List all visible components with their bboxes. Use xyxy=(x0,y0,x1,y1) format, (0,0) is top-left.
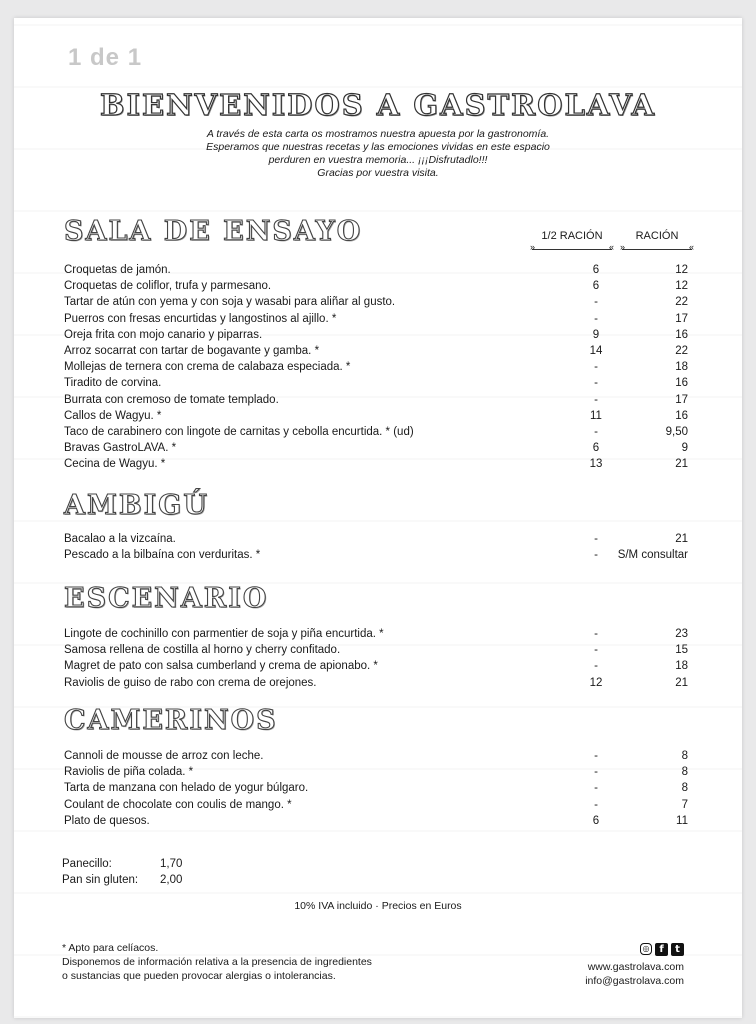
portion-price: 16 xyxy=(675,328,688,341)
dish-name: Coulant de chocolate con coulis de mango. * xyxy=(64,798,292,811)
page-title: BIENVENIDOS A GASTROLAVA xyxy=(99,88,657,122)
dish-name: Puerros con fresas encurtidas y langostinos al ajillo. * xyxy=(64,312,337,325)
intro-text xyxy=(0,128,756,180)
menu-item-row xyxy=(0,440,756,456)
footnote-line: * Apto para celíacos. xyxy=(62,942,159,954)
menu-item-row xyxy=(0,813,756,829)
half-portion-price: 13 xyxy=(589,458,603,471)
extra-item: Panecillo: 1,70 xyxy=(62,858,183,870)
portion-price: 23 xyxy=(675,628,688,640)
half-portion-price: - xyxy=(594,296,598,309)
menu-item-row xyxy=(0,262,756,278)
portion-price: 8 xyxy=(681,750,688,762)
footnote-line: o sustancias que pueden provocar alergias o intolerancias. xyxy=(62,970,336,982)
dish-name: Pescado a la bilbaína con verduritas. * xyxy=(64,549,261,562)
website-link[interactable]: www.gastrolava.com xyxy=(587,961,684,973)
portion-price: 9,50 xyxy=(665,425,688,438)
section-title-sala-de-ensayo: SALA DE ENSAYO xyxy=(64,216,363,247)
dish-name: Mollejas de ternera con crema de calabaza especiada. * xyxy=(64,361,351,374)
menu-item-row xyxy=(0,408,756,424)
dish-name: Raviolis de guiso de rabo con crema de orejones. xyxy=(64,676,317,689)
dish-name: Tiradito de corvina. xyxy=(64,377,162,390)
portion-price: 17 xyxy=(675,393,688,406)
menu-item-row xyxy=(0,626,756,642)
portion-price: 21 xyxy=(675,533,688,545)
dish-name: Croquetas de coliflor, trufa y parmesano. xyxy=(64,280,272,293)
half-portion-price: - xyxy=(594,660,598,673)
menu-item-row xyxy=(0,764,756,780)
half-portion-price: - xyxy=(594,750,598,762)
intro-line: A través de esta carta os mostramos nuestra apuesta por la gastronomía. xyxy=(206,128,550,140)
dish-name: Callos de Wagyu. * xyxy=(64,409,162,422)
email-link[interactable]: info@gastrolava.com xyxy=(585,975,684,987)
section-items-escenario xyxy=(0,626,756,691)
portion-price: 15 xyxy=(675,644,688,657)
menu-item-row xyxy=(0,375,756,391)
dish-name: Bravas GastroLAVA. * xyxy=(64,442,177,455)
page-indicator: 1 de 1 xyxy=(68,44,143,71)
half-portion-price: 6 xyxy=(592,814,600,827)
half-portion-price: - xyxy=(594,766,598,779)
dish-name: Lingote de cochinillo con parmentier de soja y piña encurtida. * xyxy=(64,628,384,640)
portion-price: 12 xyxy=(675,264,688,276)
half-portion-price: - xyxy=(594,377,598,390)
half-portion-price: - xyxy=(594,312,598,325)
menu-item-row xyxy=(0,294,756,310)
menu-item-row xyxy=(0,797,756,813)
contact-block xyxy=(585,941,684,988)
menu-item-row xyxy=(0,359,756,375)
portion-header: RACIÓN » « xyxy=(622,230,692,250)
half-portion-price: 11 xyxy=(590,409,602,422)
half-portion-price: - xyxy=(594,425,598,438)
footnote-line: Disponemos de información relativa a la presencia de ingredientes xyxy=(62,956,372,968)
intro-line: Gracias por vuestra visita. xyxy=(317,167,439,179)
portion-price: 22 xyxy=(675,296,688,309)
instagram-icon[interactable]: ◎ xyxy=(640,943,652,955)
portion-price: 18 xyxy=(675,361,688,374)
portion-price: 11 xyxy=(676,814,688,827)
dish-name: Bacalao a la vizcaína. xyxy=(64,533,176,545)
portion-price: 22 xyxy=(675,344,688,357)
half-portion-price: 12 xyxy=(589,676,603,689)
menu-item-row xyxy=(0,392,756,408)
half-portion-price: - xyxy=(594,782,598,795)
menu-item-row xyxy=(0,278,756,294)
half-portion-price: - xyxy=(594,628,598,640)
dish-name: Burrata con cremoso de tomate templado. xyxy=(64,393,279,406)
half-portion-price: - xyxy=(594,644,598,657)
portion-price: 12 xyxy=(675,280,688,293)
portion-price: 21 xyxy=(675,458,688,471)
dish-name: Arroz socarrat con tartar de bogavante y gamba. * xyxy=(64,344,320,357)
half-portion-price: - xyxy=(594,798,598,811)
menu-item-row xyxy=(0,456,756,472)
menu-item-row xyxy=(0,547,756,563)
portion-price: 18 xyxy=(675,660,688,673)
half-portion-price: 6 xyxy=(592,442,600,455)
half-portion-price: 6 xyxy=(592,264,600,276)
dish-name: Croquetas de jamón. xyxy=(64,264,171,276)
portion-price: 8 xyxy=(681,782,688,795)
menu-item-row xyxy=(0,531,756,547)
portion-price: 7 xyxy=(681,798,688,811)
menu-item-row xyxy=(0,311,756,327)
dish-name: Tarta de manzana con helado de yogur búlgaro. xyxy=(64,782,309,795)
twitter-icon[interactable]: t xyxy=(671,943,684,956)
section-items-camerinos xyxy=(0,748,756,829)
menu-item-row xyxy=(0,658,756,674)
section-title-ambigu: AMBIGÚ xyxy=(64,490,209,521)
section-items-ambigu xyxy=(0,531,756,563)
dish-name: Magret de pato con salsa cumberland y crema de apionabo. * xyxy=(64,660,378,673)
intro-line: Esperamos que nuestras recetas y las emociones vividas en este espacio xyxy=(206,141,550,153)
dish-name: Cannoli de mousse de arroz con leche. xyxy=(64,750,264,762)
menu-item-row xyxy=(0,343,756,359)
half-portion-price: 9 xyxy=(592,328,600,341)
portion-price: 16 xyxy=(675,377,688,390)
portion-price: 21 xyxy=(675,676,688,689)
section-title-escenario: ESCENARIO xyxy=(64,583,269,614)
half-portion-price: - xyxy=(594,549,598,562)
social-icons xyxy=(640,943,684,956)
half-portion-price: 14 xyxy=(589,344,603,357)
menu-item-row xyxy=(0,642,756,658)
dish-name: Raviolis de piña colada. * xyxy=(64,766,194,779)
menu-item-row xyxy=(0,424,756,440)
portion-price: S/M consultar xyxy=(617,549,688,562)
facebook-icon[interactable]: f xyxy=(655,943,668,956)
menu-item-row xyxy=(0,327,756,343)
half-portion-header: 1/2 RACIÓN » « xyxy=(532,230,612,250)
bread-extras xyxy=(62,856,182,888)
half-portion-price: - xyxy=(594,393,598,406)
dish-name: Samosa rellena de costilla al horno y cherry confitado. xyxy=(64,644,341,657)
menu-item-row xyxy=(0,675,756,691)
footnotes xyxy=(62,941,372,983)
dish-name: Plato de quesos. xyxy=(64,814,150,827)
dish-name: Cecina de Wagyu. * xyxy=(64,458,166,471)
dish-name: Taco de carabinero con lingote de carnitas y cebolla encurtida. * (ud) xyxy=(64,425,414,438)
portion-price: 16 xyxy=(675,409,688,422)
intro-line: perduren en vuestra memoria... ¡¡¡Disfrutadlo!!! xyxy=(268,154,488,166)
section-title-camerinos: CAMERINOS xyxy=(64,705,278,736)
half-portion-price: - xyxy=(594,361,598,374)
half-portion-price: 6 xyxy=(592,280,600,293)
dish-name: Tartar de atún con yema y con soja y wasabi para aliñar al gusto. xyxy=(64,296,396,309)
dish-name: Oreja frita con mojo canario y piparras. xyxy=(64,328,263,341)
portion-price: 9 xyxy=(681,442,688,455)
tax-note: 10% IVA incluido · Precios en Euros xyxy=(294,900,462,912)
half-portion-price: - xyxy=(594,533,598,545)
extra-item: Pan sin gluten: 2,00 xyxy=(62,874,183,886)
menu-item-row xyxy=(0,748,756,764)
portion-price: 8 xyxy=(681,766,688,779)
portion-price: 17 xyxy=(675,312,688,325)
section-items-sala-de-ensayo xyxy=(0,262,756,472)
menu-item-row xyxy=(0,780,756,796)
